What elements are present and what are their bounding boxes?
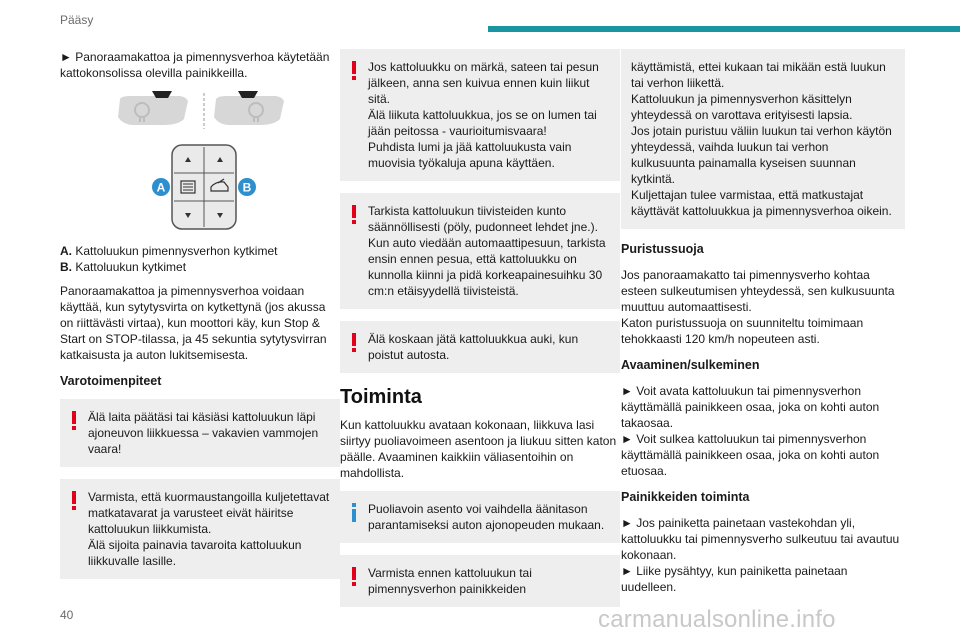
section-text: ► Jos painiketta painetaan vastekohdan yli, kattoluukku tai pimennysverho sulkeutuu tai avautuu kokonaan. ► Liike pysähtyy, kun painiketta painetaan uudelleen. (621, 516, 900, 594)
section-title: Pääsy (60, 13, 94, 27)
warning-exclamation-icon (66, 409, 82, 457)
warning-box: Jos kattoluukku on märkä, sateen tai pesun jälkeen, anna sen kuivua ennen kuin liikut sitä. Älä liikuta kattoluukkua, jos se on lumen tai jään peitossa - vaurioitumisvaara! Puhdista lumi ja jää kattoluukusta vain muovisia työkaluja apuna käyttäen. (340, 49, 620, 181)
section-heading: Avaaminen/sulkeminen (621, 358, 760, 372)
operation-text: Kun kattoluukku avataan kokonaan, liikkuva lasi siirtyy puoliavoimeen asentoon ja liukuu sitten katon päälle. Avaaminen kaikkiin väliasentoihin on mahdollista. (340, 418, 617, 480)
operating-conditions-text: Panoraamakattoa ja pimennysverhoa voidaan käyttää, kun sytytysvirta on kytkettynä (jos akussa on riittävästi virtaa), kun moottori käy, kun Stop & Start on STOP-tilassa, ja 45 sekuntia sytytysvirran katkaisusta ja auton lukitsemisesta. (60, 284, 327, 362)
operation-title: Toiminta (340, 386, 422, 408)
warning-exclamation-icon (346, 59, 362, 171)
warning-box-continued: käyttämistä, ettei kukaan tai mikään estä luukun tai verhon liikettä. Kattoluukun ja pimennysverhon käsittelyn yhteydessä on varottava erityisesti lapsia. Jos jotain puristuu väliin luukun tai verhon käytön yhteydessä, vaihda luukun tai verhon kulkusuunta painamalla kyseisen suunnan kytkintä. Kuljettajan tulee varmistaa, että matkustajat käyttävät kattoluukkua ja pimennysverhoa oikein. (621, 49, 905, 229)
switch-panel-icon (172, 145, 236, 229)
info-icon (346, 501, 362, 533)
overhead-console-diagram (60, 91, 340, 233)
page-number: 40 (60, 608, 74, 622)
right-mirror-icon (214, 91, 284, 125)
warning-exclamation-icon (346, 331, 362, 363)
warning-box: Älä koskaan jätä kattoluukkua auki, kun poistut autosta. (340, 321, 620, 373)
warning-box: Varmista ennen kattoluukun tai pimennysverhon painikkeiden (340, 555, 620, 607)
info-box: Puoliavoin asento voi vaihdella äänitason parantamiseksi auton ajonopeuden mukaan. (340, 491, 620, 543)
legend (60, 243, 340, 275)
section-heading: Painikkeiden toiminta (621, 490, 750, 504)
warning-exclamation-icon (346, 203, 362, 299)
column-2 (340, 49, 620, 619)
section-text: ► Voit avata kattoluukun tai pimennysverhon käyttämällä painikkeen osaa, joka on kohti auton takaosaa. ► Voit sulkea kattoluukun tai pimennysverhon käyttämällä painikkeen osaa, joka on kohti auton etuosaa. (621, 384, 880, 478)
legend-item: B. Kattoluukun kytkimet (60, 260, 187, 274)
warning-exclamation-icon (66, 489, 82, 569)
warning-box: Varmista, että kuormaustangoilla kuljetettavat matkatavarat ja varusteet eivät häiritse kattoluukun liikkumista. Älä sijoita painavia tavaroita kattoluukun liikkuvalle lasille. (60, 479, 340, 579)
intro-text: ► Panoraamakattoa ja pimennysverhoa käytetään kattokonsolissa olevilla painikkeilla. (60, 50, 330, 80)
label-b: B (242, 180, 252, 195)
overhead-console-switch-diagram-icon (60, 91, 340, 233)
watermark: carmanualsonline.info (598, 606, 836, 633)
label-a: A (156, 180, 166, 195)
section-heading: Puristussuoja (621, 242, 704, 256)
warning-box: Älä laita päätäsi tai käsiäsi kattoluukun läpi ajoneuvon liikkuessa – vakavien vammojen vaara! (60, 399, 340, 467)
warning-box: Tarkista kattoluukun tiivisteiden kunto säännöllisesti (pöly, pudonneet lehdet jne.). Kun auto viedään automaattipesuun, tarkista ensin ennen pesua, että kattoluukku on kunnolla kiinni ja pidä korkeapainesuihku 30 cm:n etäisyydellä tiivisteistä. (340, 193, 620, 309)
header-accent-bar (488, 26, 960, 32)
warning-exclamation-icon (346, 565, 362, 597)
section-text: Jos panoraamakatto tai pimennysverho kohtaa esteen sulkeutumisen yhteydessä, sen kulkusuunta muuttuu automaattisesti. Katon puristussuoja on suunniteltu toimimaan tehokkaasti 120 km/h nopeuteen asti. (621, 268, 895, 346)
column-1 (60, 49, 340, 591)
precautions-heading: Varotoimenpiteet (60, 374, 162, 388)
column-3 (621, 49, 901, 605)
left-mirror-icon (118, 91, 188, 125)
legend-item: A. Kattoluukun pimennysverhon kytkimet (60, 244, 278, 258)
